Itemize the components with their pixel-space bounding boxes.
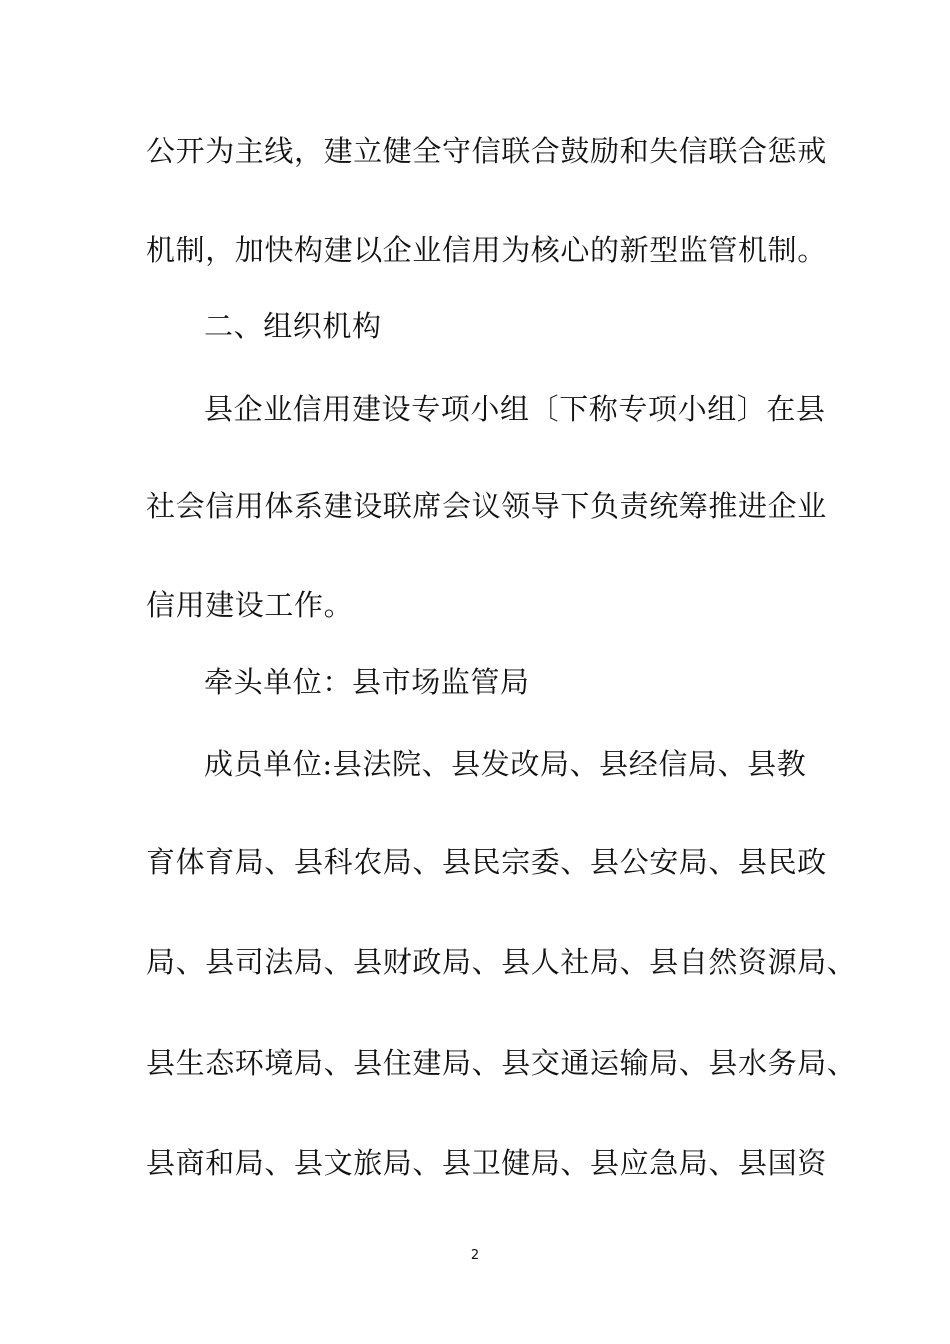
text-line-6: 信用建设工作。 xyxy=(146,588,354,622)
text-line-2: 机制，加快构建以企业信用为核心的新型监管机制。 xyxy=(146,233,827,267)
text-line-4: 县企业信用建设专项小组〔下称专项小组〕在县 xyxy=(204,392,826,426)
text-line-1: 公开为主线，建立健全守信联合鼓励和失信联合惩戒 xyxy=(146,134,827,168)
page-number: 2 xyxy=(470,1248,480,1263)
text-line-9: 育体育局、县科农局、县民宗委、县公安局、县民政 xyxy=(146,845,827,879)
text-line-10: 局、县司法局、县财政局、县人社局、县自然资源局、 xyxy=(146,945,857,979)
member-units-line: 成员单位:县法院、县发改局、县经信局、县教 xyxy=(204,747,807,781)
section-heading: 二、组织机构 xyxy=(204,309,382,343)
text-line-11: 县生态环境局、县住建局、县交通运输局、县水务局、 xyxy=(146,1046,857,1080)
text-line-5: 社会信用体系建设联席会议领导下负责统筹推进企业 xyxy=(146,489,827,523)
lead-unit-line: 牵头单位：县市场监管局 xyxy=(204,665,530,699)
text-line-12: 县商和局、县文旅局、县卫健局、县应急局、县国资 xyxy=(146,1146,827,1180)
